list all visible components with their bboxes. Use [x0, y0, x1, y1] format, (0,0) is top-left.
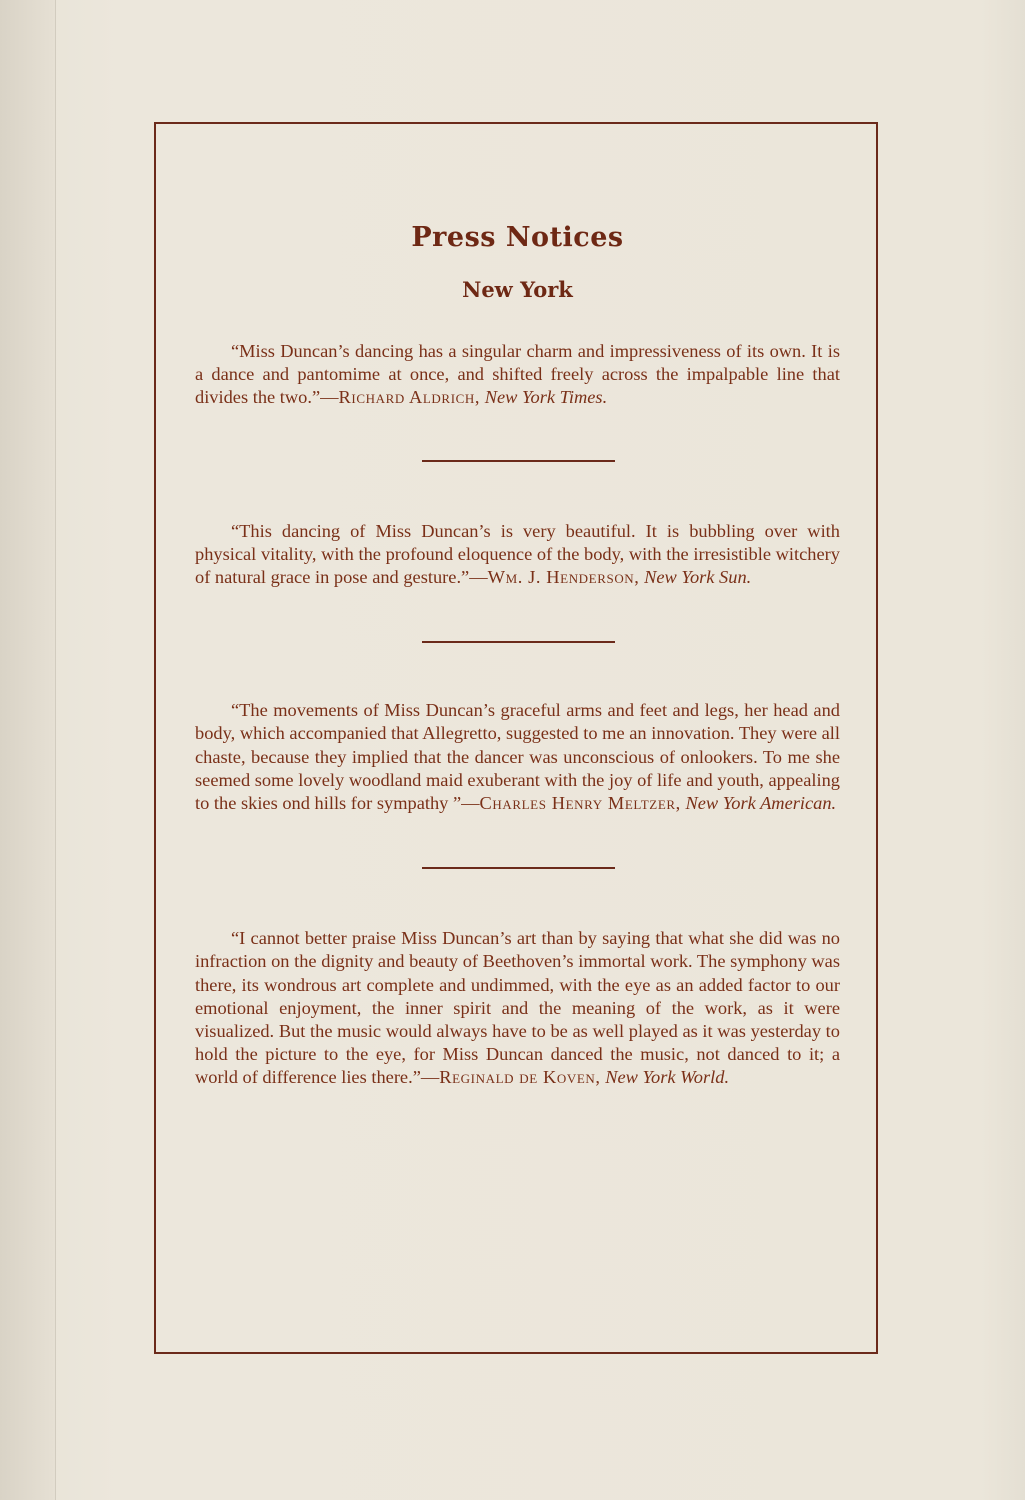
notice-quote: “This dancing of Miss Duncan’s is very beautiful. It is bubbling over with physical vitality, with the profound eloquence of the body, with the irresistible witchery of natural grace in pose and gesture.”— [195, 520, 840, 588]
notice-source: New York Times. [484, 387, 608, 408]
notice-author: Wm. J. Henderson, [487, 567, 640, 588]
notice-quote: “I cannot better praise Miss Duncan’s art than by saying that what she did was no infraction on the dignity and beauty of Beethoven’s immortal work. The symphony was there, its wondrous art complete and undimmed, with the eye as an added factor to our emotional enjoyment, the inner spirit and the meaning of the work, as it were visualized. But the music would always have to be as well played as it was yesterday to hold the picture to the eye, for Miss Duncan danced the music, not danced to it; a world of difference lies there.”— [195, 928, 840, 1088]
notice-quote: “Miss Duncan’s dancing has a singular charm and impressiveness of its own. It is a dance and pantomime at once, and shifted freely across the impalpable line that divides the two.”— [195, 341, 840, 408]
notice-quote: “The movements of Miss Duncan’s graceful arms and feet and legs, her head and body, which accompanied that Allegretto, suggested to me an innovation. They were all chaste, because they implied that the dancer was unconscious of onlookers. To me she seemed some lovely woodland maid exuberant with the joy of life and youth, appealing to the skies ond hills for sympathy ”— [195, 700, 840, 814]
press-notice-4 [195, 927, 840, 1089]
divider-rule [422, 641, 615, 643]
divider-rule [422, 460, 615, 462]
notice-author: Charles Henry Meltzer, [479, 793, 681, 814]
notice-source: New York American. [685, 793, 837, 814]
section-subtitle: New York [462, 277, 573, 302]
left-page-fold [0, 0, 56, 1500]
notice-author: Richard Aldrich, [338, 387, 481, 408]
press-notice-3 [195, 699, 840, 815]
divider-rule [422, 867, 615, 869]
page-title: Press Notices [411, 222, 624, 253]
press-notices-content [195, 222, 840, 1090]
notice-source: New York World. [605, 1067, 730, 1088]
press-notice-2 [195, 520, 840, 590]
notice-source: New York Sun. [644, 567, 752, 588]
press-notice-1 [195, 340, 840, 410]
notice-author: Reginald de Koven, [439, 1067, 601, 1088]
